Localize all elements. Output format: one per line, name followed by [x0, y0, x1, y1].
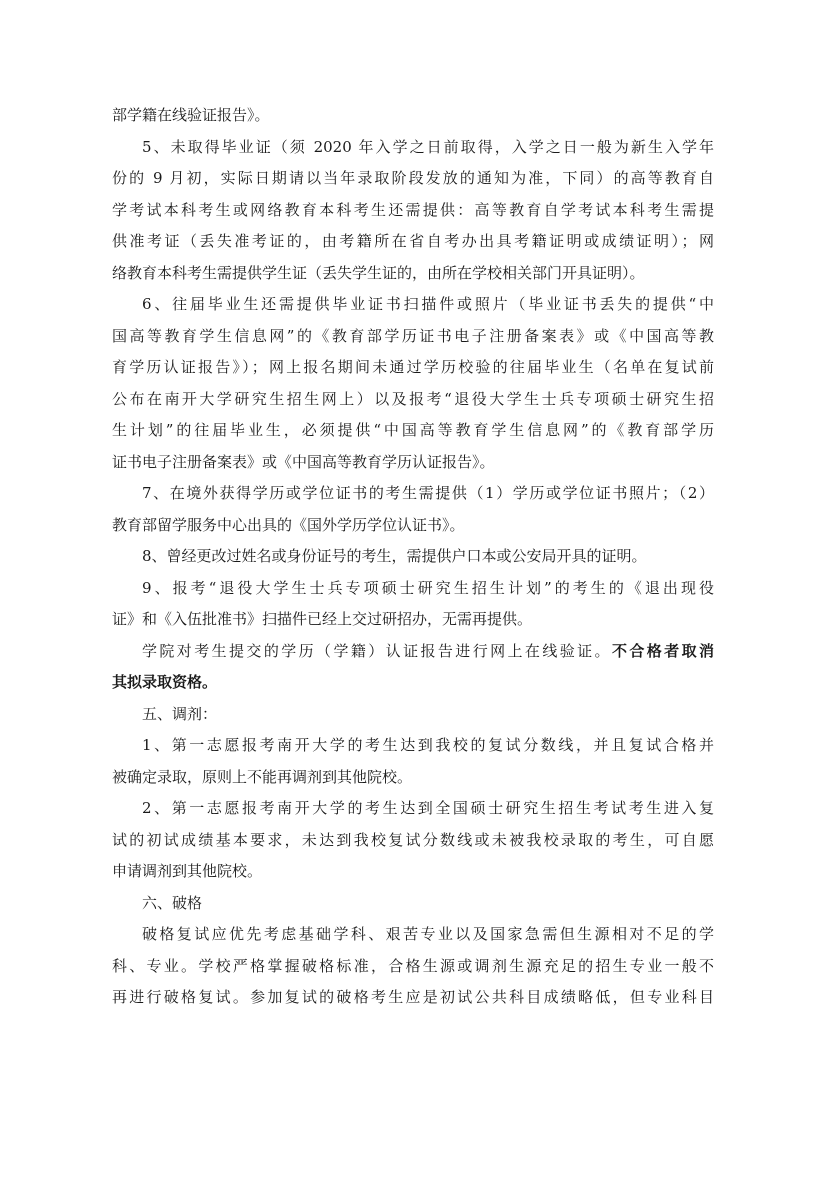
paragraph-adjustment-1	[112, 730, 714, 793]
text-line: 教育部留学服务中心出具的《国外学历学位认证书》。	[112, 515, 465, 534]
text-line: 学考试本科考生或网络教育本科考生还需提供：高等教育自学考试本科考生需提	[112, 200, 714, 219]
paragraph-continuation	[112, 100, 714, 132]
text-line: 8、曾经更改过姓名或身份证号的考生，需提供户口本或公安局开具的证明。	[142, 547, 647, 565]
text-line: 1、第一志愿报考南开大学的考生达到我校的复试分数线，并且复试合格并	[142, 736, 714, 754]
text-line: 5、未取得毕业证（须 2020 年入学之日前取得，入学之日一般为新生入学年	[142, 137, 714, 156]
section-heading: 五、调剂：	[142, 704, 218, 723]
paragraph-adjustment-2	[112, 793, 714, 888]
text-line	[112, 667, 714, 699]
text-line: 部学籍在线验证报告》。	[112, 106, 270, 124]
text-line: 7、在境外获得学历或学位证书的考生需提供（1）学历或学位证书照片；（2）	[142, 484, 714, 502]
paragraph-item-9	[112, 573, 714, 636]
normal-text: 学院对考生提交的学历（学籍）认证报告进行网上在线验证。	[142, 641, 612, 660]
text-line: 份的 9 月初，实际日期请以当年录取阶段发放的通知为准，下同）的高等教育自	[112, 169, 714, 187]
section-heading-exception	[112, 888, 714, 920]
text-line: 再进行破格复试。参加复试的破格考生应是初试公共科目成绩略低，但专业科目	[112, 988, 714, 1006]
text-line: 试的初试成绩基本要求，未达到我校复试分数线或未被我校录取的考生，可自愿	[112, 830, 714, 849]
text-line: 证》和《入伍批准书》扫描件已经上交过研招办，无需再提供。	[112, 610, 533, 628]
text-line: 被确定录取，原则上不能再调剂到其他院校。	[112, 767, 413, 786]
section-heading-adjustment	[112, 699, 714, 731]
paragraph-item-8	[112, 541, 714, 573]
paragraph-verification	[112, 636, 714, 699]
paragraph-item-7	[112, 478, 714, 541]
text-line: 国高等教育学生信息网”的《教育部学历证书电子注册备案表》或《中国高等教	[112, 326, 714, 345]
text-line	[112, 636, 714, 668]
document-page	[112, 100, 714, 1014]
text-line: 2、第一志愿报考南开大学的考生达到全国硕士研究生招生考试考生进入复	[142, 799, 714, 817]
text-line: 证书电子注册备案表》或《中国高等教育学历认证报告》。	[112, 452, 495, 471]
paragraph-item-6	[112, 289, 714, 478]
text-line: 6、往届毕业生还需提供毕业证书扫描件或照片（毕业证书丢失的提供“中	[142, 295, 714, 313]
text-line: 申请调剂到其他院校。	[112, 862, 263, 880]
text-line: 公布在南开大学研究生招生网上）以及报考“退役大学生士兵专项硕士研究生招	[112, 389, 714, 408]
text-line: 生计划”的往届毕业生，必须提供“中国高等教育学生信息网”的《教育部学历	[112, 421, 714, 439]
paragraph-exception	[112, 919, 714, 1014]
text-line: 供准考证（丢失准考证的，由考籍所在省自考办出具考籍证明或成绩证明）；网	[112, 232, 714, 250]
text-line: 科、专业。学校严格掌握破格标准，合格生源或调剂生源充足的招生专业一般不	[112, 956, 714, 975]
text-line: 络教育本科考生需提供学生证（丢失学生证的，由所在学校相关部门开具证明）。	[112, 263, 645, 282]
section-heading: 六、破格	[142, 893, 203, 912]
bold-text: 其拟录取资格。	[112, 673, 218, 691]
text-line: 破格复试应优先考虑基础学科、艰苦专业以及国家急需但生源相对不足的学	[142, 925, 714, 943]
text-line: 9、报考“退役大学生士兵专项硕士研究生招生计划”的考生的《退出现役	[142, 578, 714, 597]
bold-text: 不合格者取消	[611, 641, 714, 660]
text-line: 育学历认证报告》）；网上报名期间未通过学历校验的往届毕业生（名单在复试前	[112, 358, 714, 376]
paragraph-item-5	[112, 132, 714, 290]
